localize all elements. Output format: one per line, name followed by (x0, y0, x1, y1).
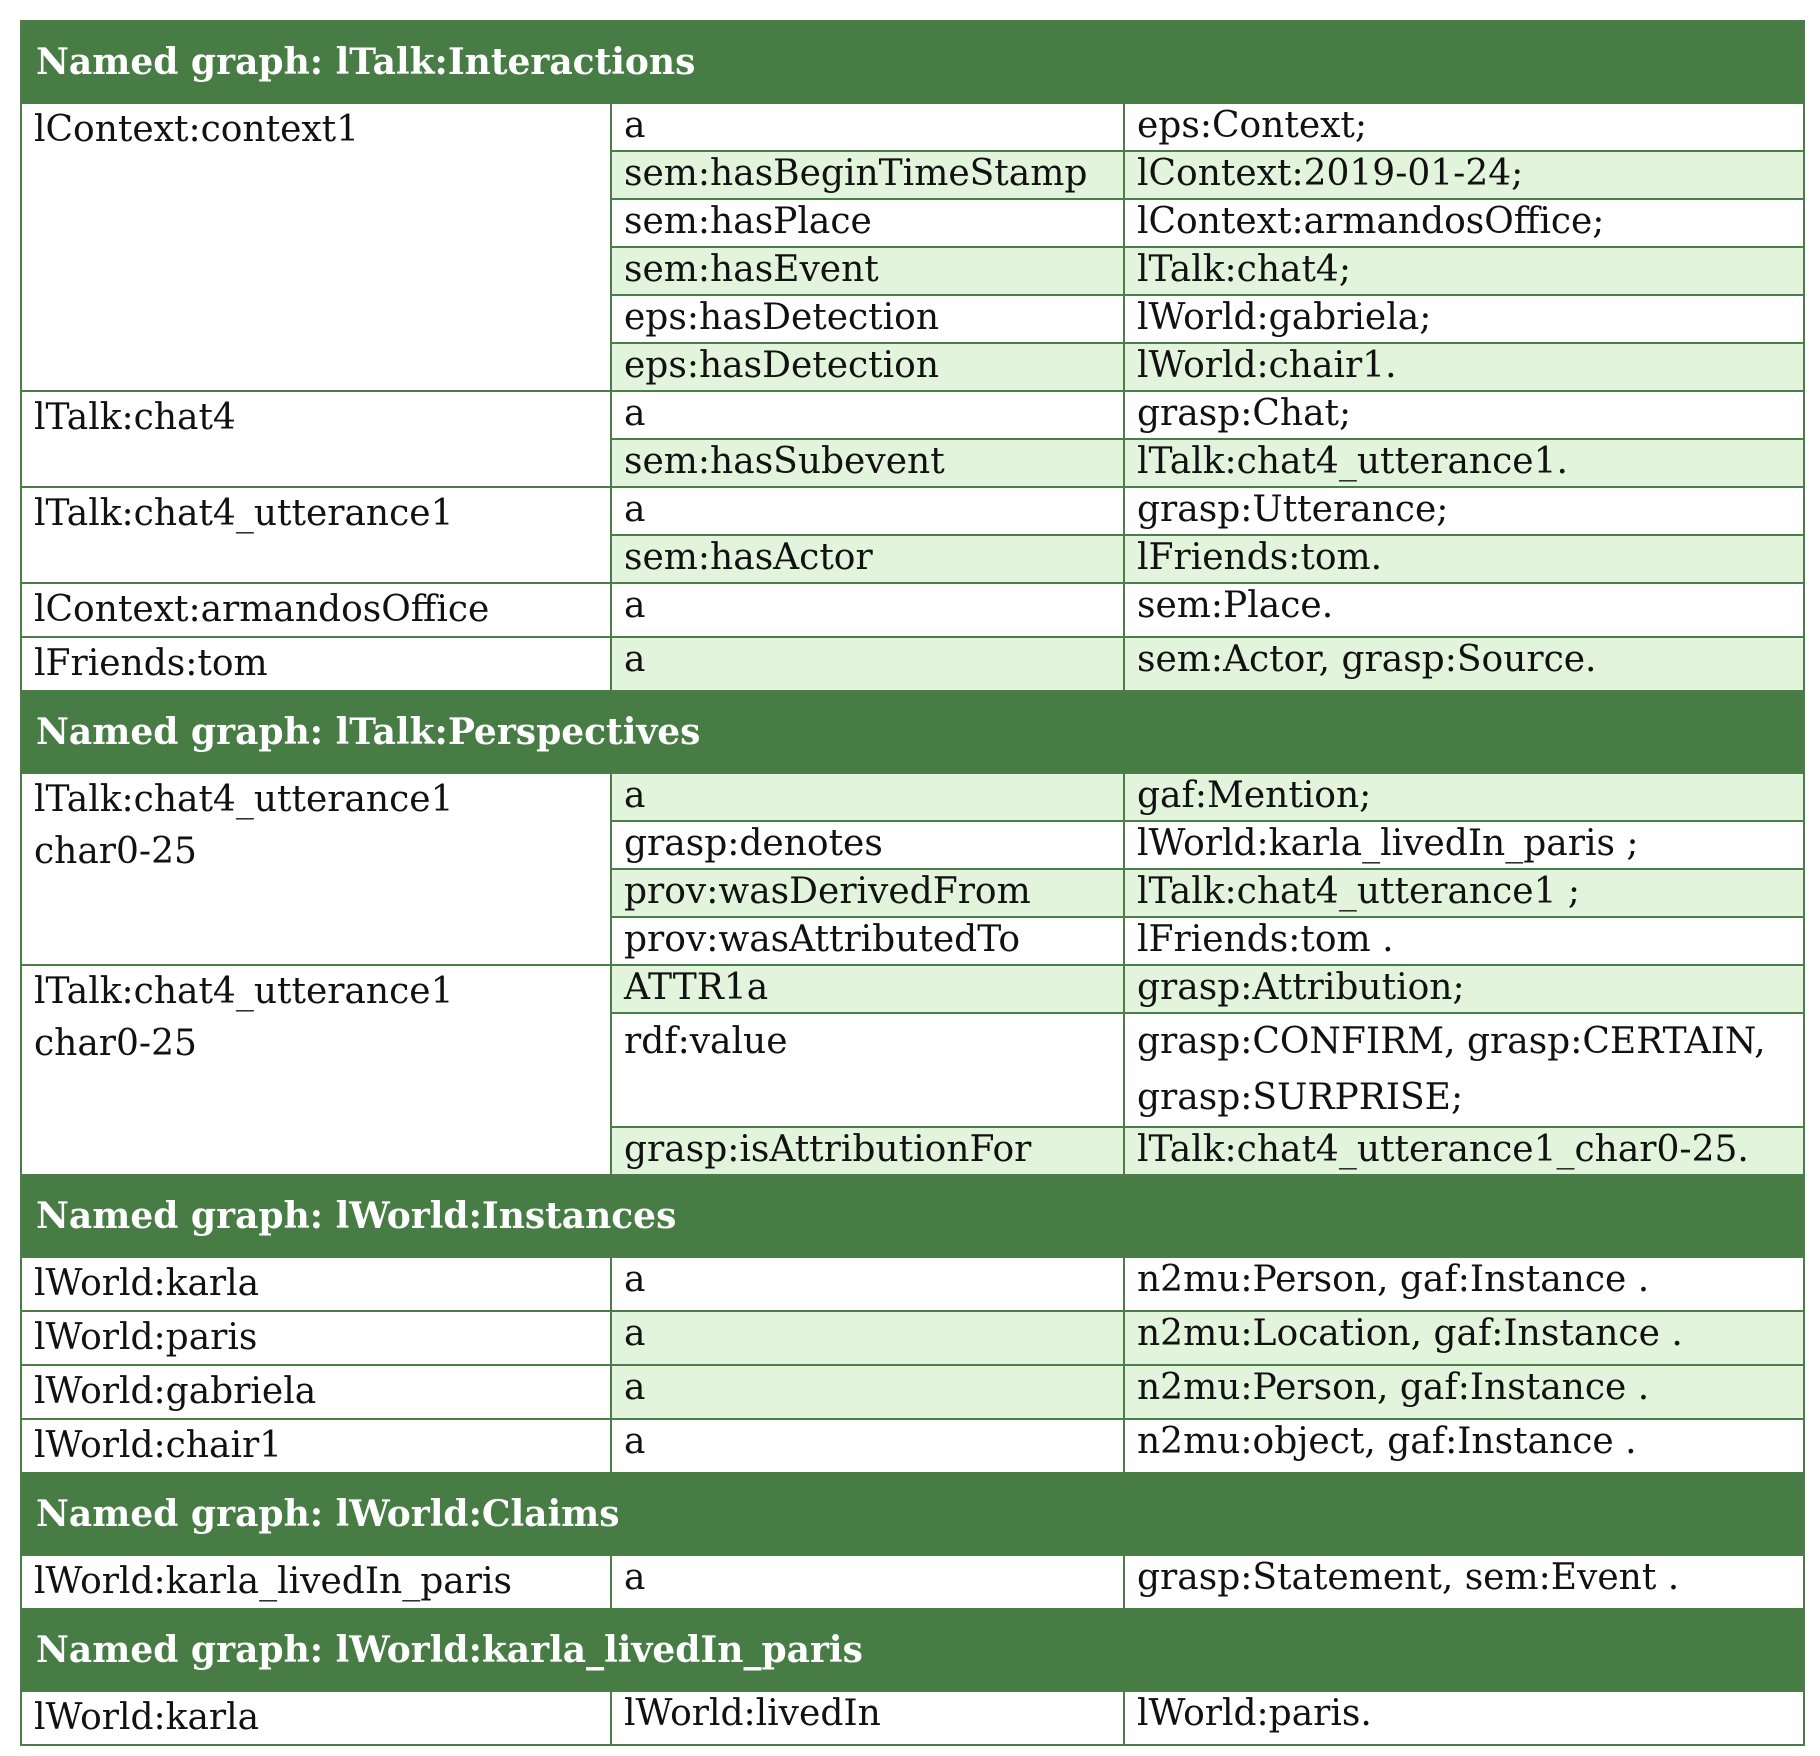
rdf-triples-table (20, 20, 1805, 1746)
predicate-cell: a (611, 637, 1124, 691)
object-cell: n2mu:Person, gaf:Instance . (1124, 1365, 1804, 1419)
subject-text: lContext:armandosOffice (34, 589, 490, 630)
table-body (21, 21, 1804, 1745)
table-row (21, 1365, 1804, 1419)
object-cell: lWorld:chair1. (1124, 343, 1804, 391)
subject-cell (21, 637, 611, 691)
predicate-cell: sem:hasBeginTimeStamp (611, 151, 1124, 199)
subject-text: lFriends:tom (34, 643, 268, 684)
object-cell: sem:Actor, grasp:Source. (1124, 637, 1804, 691)
predicate-cell: a (611, 487, 1124, 535)
subject-cell (21, 1691, 611, 1745)
object-cell: gaf:Mention; (1124, 773, 1804, 821)
object-cell: lTalk:chat4_utterance1. (1124, 439, 1804, 487)
predicate-cell: ATTR1a (611, 965, 1124, 1013)
object-cell: lWorld:gabriela; (1124, 295, 1804, 343)
table-row (21, 487, 1804, 535)
table-row (21, 1311, 1804, 1365)
graph-title: Named graph: lWorld:karla_livedIn_paris (21, 1609, 1804, 1691)
subject-cell (21, 583, 611, 637)
predicate-cell: a (611, 1555, 1124, 1609)
graph-header-row (21, 21, 1804, 103)
graph-header-row (21, 691, 1804, 773)
object-cell: lTalk:chat4_utterance1 ; (1124, 869, 1804, 917)
predicate-cell: a (611, 391, 1124, 439)
subject-cell (21, 487, 611, 583)
object-cell: grasp:Statement, sem:Event . (1124, 1555, 1804, 1609)
predicate-cell: grasp:isAttributionFor (611, 1127, 1124, 1175)
object-cell: lTalk:chat4; (1124, 247, 1804, 295)
table-row (21, 103, 1804, 151)
predicate-cell: a (611, 773, 1124, 821)
predicate-cell: a (611, 1257, 1124, 1311)
object-cell: eps:Context; (1124, 103, 1804, 151)
predicate-cell: sem:hasActor (611, 535, 1124, 583)
subject-text: lWorld:karla (34, 1697, 260, 1738)
subject-cell (21, 1419, 611, 1473)
table-row (21, 1691, 1804, 1745)
subject-text: lWorld:karla (34, 1263, 260, 1304)
object-cell: grasp:Attribution; (1124, 965, 1804, 1013)
object-cell: lTalk:chat4_utterance1_char0-25. (1124, 1127, 1804, 1175)
subject-text: lWorld:paris (34, 1317, 258, 1358)
predicate-cell: rdf:value (611, 1013, 1124, 1127)
object-cell: sem:Place. (1124, 583, 1804, 637)
subject-cell (21, 1257, 611, 1311)
object-cell: lWorld:karla_livedIn_paris ; (1124, 821, 1804, 869)
object-cell: n2mu:Location, gaf:Instance . (1124, 1311, 1804, 1365)
subject-text: lTalk:chat4 (34, 397, 236, 438)
subject-text: char0-25 (34, 1023, 197, 1064)
subject-cell (21, 1365, 611, 1419)
predicate-cell: lWorld:livedIn (611, 1691, 1124, 1745)
object-cell: grasp:Chat; (1124, 391, 1804, 439)
graph-title: Named graph: lWorld:Instances (21, 1175, 1804, 1257)
graph-title: Named graph: lTalk:Interactions (21, 21, 1804, 103)
table-row (21, 965, 1804, 1013)
object-cell: lContext:2019-01-24; (1124, 151, 1804, 199)
object-cell: lFriends:tom . (1124, 917, 1804, 965)
predicate-cell: eps:hasDetection (611, 295, 1124, 343)
predicate-cell: prov:wasDerivedFrom (611, 869, 1124, 917)
graph-title: Named graph: lWorld:Claims (21, 1473, 1804, 1555)
subject-text: lWorld:gabriela (34, 1371, 317, 1412)
subject-text: lTalk:chat4_utterance1 (34, 971, 454, 1012)
object-cell: n2mu:Person, gaf:Instance . (1124, 1257, 1804, 1311)
subject-text: lWorld:karla_livedIn_paris (34, 1561, 512, 1602)
table-row (21, 1257, 1804, 1311)
table-row (21, 1555, 1804, 1609)
predicate-cell: a (611, 103, 1124, 151)
predicate-cell: eps:hasDetection (611, 343, 1124, 391)
table-row (21, 773, 1804, 821)
predicate-cell: prov:wasAttributedTo (611, 917, 1124, 965)
graph-title: Named graph: lTalk:Perspectives (21, 691, 1804, 773)
predicate-cell: a (611, 1311, 1124, 1365)
subject-cell (21, 1555, 611, 1609)
graph-header-row (21, 1175, 1804, 1257)
subject-cell (21, 1311, 611, 1365)
subject-text: lTalk:chat4_utterance1 (34, 779, 454, 820)
object-cell: lFriends:tom. (1124, 535, 1804, 583)
object-cell: n2mu:object, gaf:Instance . (1124, 1419, 1804, 1473)
predicate-cell: sem:hasPlace (611, 199, 1124, 247)
subject-text: char0-25 (34, 831, 197, 872)
object-cell: grasp:CONFIRM, grasp:CERTAIN, grasp:SURPRISE; (1124, 1013, 1804, 1127)
subject-cell (21, 965, 611, 1175)
predicate-cell: a (611, 1419, 1124, 1473)
graph-header-row (21, 1473, 1804, 1555)
table-row (21, 391, 1804, 439)
object-cell: grasp:Utterance; (1124, 487, 1804, 535)
subject-cell (21, 391, 611, 487)
object-cell: lContext:armandosOffice; (1124, 199, 1804, 247)
predicate-cell: sem:hasEvent (611, 247, 1124, 295)
table-row (21, 637, 1804, 691)
graph-header-row (21, 1609, 1804, 1691)
predicate-cell: a (611, 583, 1124, 637)
table-row (21, 583, 1804, 637)
table-row (21, 1419, 1804, 1473)
subject-cell (21, 773, 611, 965)
subject-cell (21, 103, 611, 391)
object-cell: lWorld:paris. (1124, 1691, 1804, 1745)
subject-text: lWorld:chair1 (34, 1425, 283, 1466)
subject-text: lContext:context1 (34, 109, 360, 150)
predicate-cell: sem:hasSubevent (611, 439, 1124, 487)
subject-text: lTalk:chat4_utterance1 (34, 493, 454, 534)
predicate-cell: a (611, 1365, 1124, 1419)
predicate-cell: grasp:denotes (611, 821, 1124, 869)
